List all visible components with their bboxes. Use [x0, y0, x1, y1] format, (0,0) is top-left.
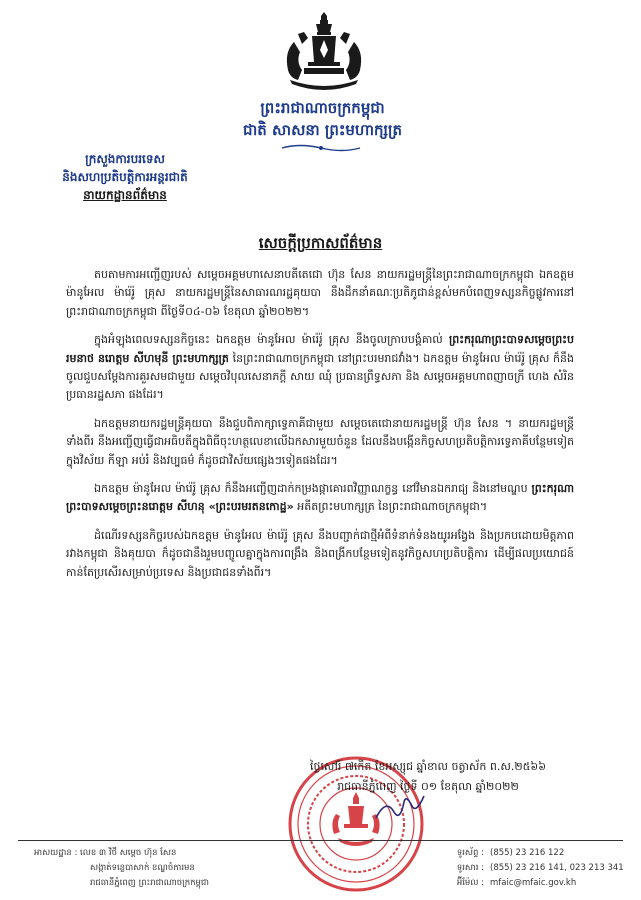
ministry-name-line2: និងសហប្រតិបត្តិការអន្តរជាតិ [62, 170, 188, 184]
document-body [66, 266, 574, 592]
department-name: នាយកដ្ឋានព័ត៌មាន [83, 188, 167, 202]
fax-number: (855) 23 216 141, 023 213 341 [490, 863, 624, 873]
phone-number: (855) 23 216 122 [490, 848, 565, 858]
address-line: សង្កាត់ទន្លេបាសាក់ ខណ្ឌចំការមន [90, 863, 195, 873]
paragraph: ឯកឧត្តមនាយករដ្ឋមន្ត្រីគុយបា នឹងជួបពិភាក្សាទ្វេភាគីជាមួយ សម្តេចតេជោនាយករដ្ឋមន្ត្រី ហ៊ុន សែន ។ នាយករដ្ឋមន្ត្រីទាំងពីរ នឹងអញ្ជើញធ្វើជាអធិបតីក្នុងពិធីចុះហត្ថលេខាលើឯកសារមួយចំនួន ដែលនឹងបង្កើនកិច្ចសហប្រតិបត្តិការទ្វេភាគីបន្ថែមទៀត ក្នុងវិស័យ កីឡា អប់រំ និងវប្បធម៌ ក៏ដូចជាវិស័យផ្សេងៗទៀតផងដែរ។ [66, 416, 574, 467]
date-block [268, 757, 588, 797]
email-address: mfaic@mfaic.gov.kh [490, 878, 577, 888]
footer-divider [18, 840, 623, 841]
address-label: អាសយដ្ឋាន : [34, 848, 78, 858]
phone-label: ទូរស័ព្ទ : [456, 848, 484, 858]
royal-title-bold: ព្រះករុណាព្រះបាទសម្តេចព្រះបរមនាថ នរោត្តម សីហមុនី ព្រះមហាក្សត្រ [66, 333, 574, 365]
paragraph: ក្នុងអំឡុងពេលទស្សនកិច្ចនេះ ឯកឧត្តម ម៉ានូអែល ម៉ារ៉េរ៉ូ គ្រុស នឹងចូលក្រាបបង្គំគាល់ ព្រះករុណាព្រះបាទសម្តេចព្រះបរមនាថ នរោត្តម សីហមុនី ព្រះមហាក្សត្រ នៃព្រះរាជាណាចក្រកម្ពុជា នៅព្រះបរមរាជវាំង។ ឯកឧត្តម ម៉ានូអែល ម៉ារ៉េរ៉ូ គ្រុស ក៏នឹងចូលជួបសម្តែងការគួរសមជាមួយ សម្តេចវិបុលសេនាភក្តី សាយ ឈុំ ប្រធានព្រឹទ្ធសភា និង សម្តេចអគ្គមហាពញាចក្រី ហេង សំរិន ប្រធានរដ្ឋសភា ផងដែរ។ [66, 333, 575, 402]
footer-address [34, 846, 354, 891]
address-line: លេខ ៣ វិថី សម្តេច ហ៊ុន សែន [80, 848, 177, 858]
address-line: រាជធានីភ្នំពេញ ព្រះរាជាណាចក្រកម្ពុជា [90, 878, 209, 888]
ministry-block [30, 150, 220, 204]
royal-coat-of-arms-icon [276, 12, 372, 92]
solar-date: រាជធានីភ្នំពេញ ថ្ងៃទី ០១ ខែតុលា ឆ្នាំ២០២២ [337, 780, 519, 793]
footer-contact [430, 846, 630, 891]
document-title: សេចក្តីប្រកាសព័ត៌មាន [258, 234, 383, 252]
fax-label: ទូរសារ : [456, 863, 484, 873]
kingdom-header [220, 97, 425, 141]
national-motto: ជាតិ សាសនា ព្រះមហាក្សត្រ [243, 121, 402, 139]
paragraph: តបតាមការអញ្ជើញរបស់ សម្តេចអគ្គមហាសេនាបតីតេជោ ហ៊ុន សែន នាយករដ្ឋមន្ត្រីនៃព្រះរាជាណាចក្រកម្ពុជា ឯកឧត្តម ម៉ានូអែល ម៉ារ៉េរ៉ូ គ្រុស នាយករដ្ឋមន្ត្រីនៃសាធារណរដ្ឋគុយបា នឹងដឹកនាំគណៈប្រតិភូជាន់ខ្ពស់មកបំពេញទស្សនកិច្ចផ្លូវការនៅព្រះរាជាណាចក្រកម្ពុជា ពីថ្ងៃទី០៤-០៦ ខែតុលា ឆ្នាំ២០២២។ [66, 268, 574, 318]
ornament-divider-icon [280, 143, 362, 153]
email-label: អ៊ីម៉ែល : [456, 878, 484, 888]
kingdom-name: ព្រះរាជាណាចក្រកម្ពុជា [260, 99, 385, 117]
lunar-date: ថ្ងៃសៅរ៍ ៧កើត ខែអស្សុជ ឆ្នាំខាល ចត្វាស័ក ព.ស.២៥៦៦ [309, 760, 547, 773]
royal-title-bold: ព្រះករុណា ព្រះបាទសម្តេចព្រះនរោត្តម សីហនុ «ព្រះបរមរតនកោដ្ឋ» [66, 482, 574, 514]
paragraph: ដំណើរទស្សនកិច្ចរបស់ឯកឧត្តម ម៉ានូអែល ម៉ារ៉េរ៉ូ គ្រុស នឹងបញ្ជាក់ជាថ្មីអំពីទំនាក់ទំនងយូរអង្វែង និងប្រកបដោយមិត្តភាពរវាងកម្ពុជា និងគុយបា ក៏ដូចជានឹងរួមបញ្ចូលគ្នាក្នុងការពង្រឹង និងពង្រីកបន្ថែមទៀតនូវកិច្ចសហប្រតិបត្តិការ ដើម្បីផលប្រយោជន៍កាន់តែប្រសើរសម្រាប់ប្រទេស និងប្រជាជនទាំងពីរ។ [66, 528, 574, 579]
paragraph: ឯកឧត្តម ម៉ានូអែល ម៉ារ៉េរ៉ូ គ្រុស ក៏នឹងអញ្ជើញដាក់កម្រងផ្កាគោរពវិញ្ញាណក្ខន្ធ នៅវិមានឯករាជ្យ និងនៅមណ្ឌប ព្រះករុណា ព្រះបាទសម្តេចព្រះនរោត្តម សីហនុ «ព្រះបរមរតនកោដ្ឋ» អតីតព្រះមហាក្សត្រ នៃព្រះរាជាណាចក្រកម្ពុជា។ [66, 482, 574, 514]
ministry-name-line1: ក្រសួងការបរទេស [85, 152, 165, 166]
